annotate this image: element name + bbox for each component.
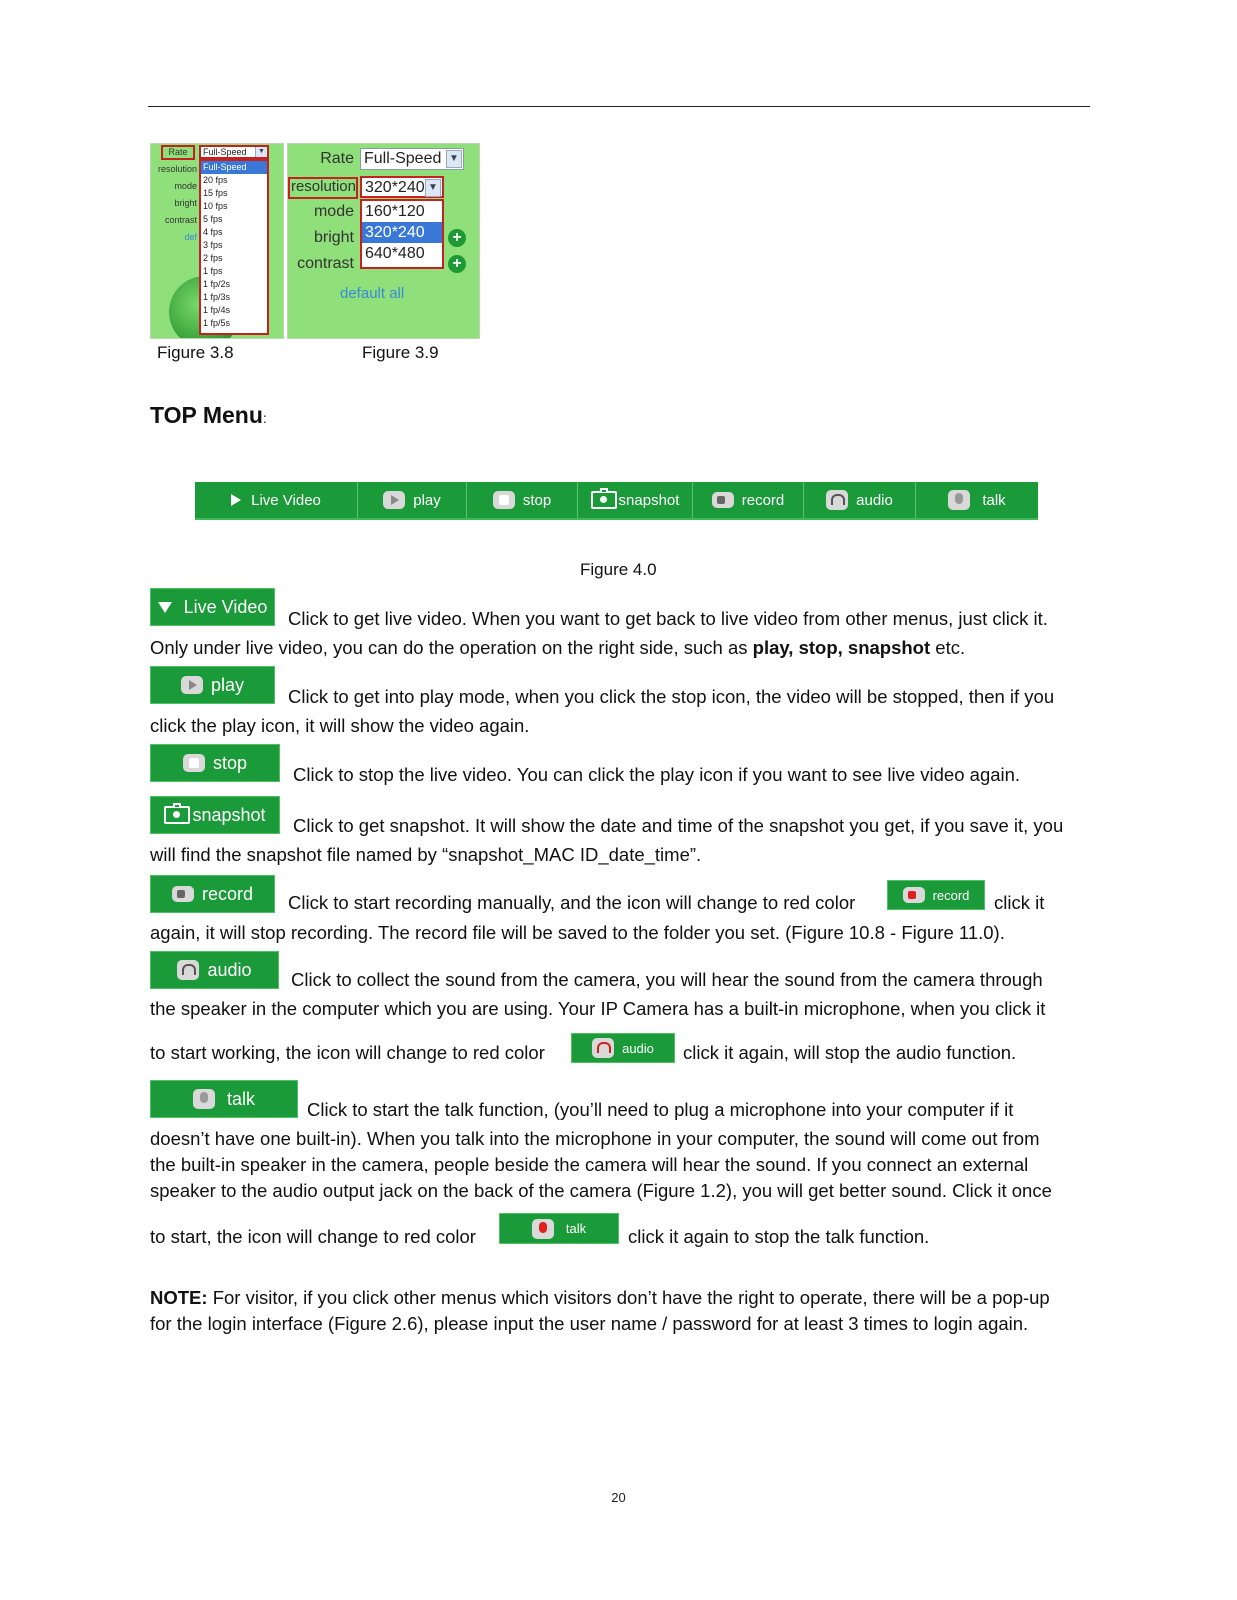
rate-option[interactable]: 3 fps [203,240,223,250]
rate-option[interactable]: 5 fps [203,214,223,224]
figure-3-8-image [150,143,284,339]
audio-text-line3-end: click it again, will stop the audio function. [683,1042,1017,1063]
button-label: record [932,887,970,903]
audio-text-line1: Click to collect the sound from the camera, you will hear the sound from the camera through [291,969,1043,990]
resolution-select-value: 320*240 [365,179,425,196]
play-text-line1: Click to get into play mode, when you click the stop icon, the video will be stopped, then if you [288,686,1055,707]
resolution-option[interactable]: 320*240 [362,222,442,243]
record-text-line2: again, it will stop recording. The record file will be saved to the folder you set. (Figure 10.8 - Figure 11.0). [150,922,1005,943]
play-icon [383,491,405,509]
rate-option[interactable]: Full-Speed [201,161,267,174]
increase-bright-icon[interactable]: + [448,229,466,247]
snapshot-text-line1: Click to get snapshot. It will show the date and time of the snapshot you get, if you save it, you [293,815,1064,836]
menu-label: record [741,491,785,509]
resolution-select[interactable] [360,176,444,198]
bright-label: bright [313,229,354,246]
live-text-line1: Click to get live video. When you want to get back to live video from other menus, just click it. [288,608,1048,629]
button-label: audio [622,1040,654,1056]
rate-option[interactable]: 1 fps [203,266,223,276]
talk-text-line5: to start, the icon will change to red color [150,1226,476,1247]
chevron-down-icon: ▼ [425,179,441,197]
menu-record[interactable] [693,482,804,518]
heading-title: TOP Menu [150,402,263,428]
stop-icon [493,491,515,509]
live-line2-start: Only under live video, you can do the operation on the right side, such as [150,637,753,658]
microphone-icon [193,1089,215,1109]
rate-option[interactable]: 10 fps [203,201,228,211]
resolution-label: resolution [157,164,197,174]
record-text-line1-end: click it [994,892,1045,913]
stop-button[interactable] [150,744,280,782]
page-number: 20 [611,1490,626,1505]
talk-button-active[interactable] [499,1213,619,1244]
menu-audio[interactable] [804,482,916,518]
contrast-label: contrast [164,215,197,225]
default-all-link[interactable]: default all [340,285,405,302]
headphone-icon [177,960,199,980]
play-button[interactable] [150,666,275,704]
chevron-down-icon: ▼ [446,150,462,168]
menu-label: talk [982,491,1006,509]
resolution-label: resolution [290,178,356,195]
top-menu-bar [195,482,1038,520]
rate-option[interactable]: 20 fps [203,175,228,185]
audio-text-line3: to start working, the icon will change to red color [150,1042,545,1063]
rate-option[interactable]: 1 fp/3s [203,292,231,302]
heading-colon: : [262,410,267,426]
button-label: record [201,883,254,904]
mode-label: mode [174,181,197,191]
microphone-icon [948,490,970,510]
audio-button-active[interactable] [571,1033,675,1063]
bright-label: bright [174,198,197,208]
rate-option[interactable]: 1 fp/4s [203,305,231,315]
talk-text-line2: doesn’t have one built-in). When you talk into the microphone in your computer, the sound will come out from [150,1128,1040,1149]
note-line1 [150,1285,1050,1310]
record-text-line1: Click to start recording manually, and the icon will change to red color [288,892,856,913]
rate-select[interactable] [199,145,269,159]
settings-labels [151,161,201,246]
rate-select-value: Full-Speed [364,150,442,167]
camera-icon [164,806,190,824]
record-button-active[interactable] [887,880,985,910]
default-label-fragment: def [184,232,197,242]
button-label: play [210,674,245,695]
microphone-red-icon [532,1219,554,1239]
rate-option[interactable]: 4 fps [203,227,223,237]
play-triangle-icon [231,494,241,506]
audio-button[interactable] [150,951,279,989]
figure-4-0-caption: Figure 4.0 [580,560,657,579]
note-line2: for the login interface (Figure 2.6), please input the user name / password for at least 3 times to login again. [150,1313,1029,1334]
record-red-icon [903,887,925,903]
live-text-line2 [150,635,965,660]
rate-select-value: Full-Speed [203,147,247,157]
record-icon [712,492,734,508]
figure-3-8-caption: Figure 3.8 [157,343,234,362]
section-heading [150,402,267,429]
rate-select[interactable] [360,148,464,170]
talk-text-line4: speaker to the audio output jack on the back of the camera (Figure 1.2), you will get better sound. Click it once [150,1180,1052,1201]
button-label: snapshot [192,804,266,825]
button-label: Live Video [183,596,268,617]
menu-label: play [413,491,441,509]
figure-3-9-caption: Figure 3.9 [362,343,439,362]
note-label: NOTE: [150,1287,208,1308]
header-rule [148,106,1090,107]
rate-options-list [199,159,269,335]
button-label: talk [226,1088,255,1109]
chevron-down-icon: ▼ [255,147,267,157]
triangle-down-icon [158,602,172,613]
talk-text-line1: Click to start the talk function, (you’ll need to plug a microphone into your computer if it [307,1099,1014,1120]
play-text-line2: click the play icon, it will show the video again. [150,715,530,736]
record-button[interactable] [150,875,275,913]
snapshot-button[interactable] [150,796,280,834]
menu-snapshot[interactable] [578,482,693,518]
headphone-red-icon [592,1038,614,1058]
camera-icon [591,491,617,509]
menu-talk[interactable] [916,482,1038,518]
talk-text-line3: the built-in speaker in the camera, people beside the camera will hear the sound. If you connect an external [150,1154,1029,1175]
play-icon [181,676,203,694]
resolution-option[interactable]: 640*480 [365,245,425,262]
record-icon [172,886,194,902]
talk-button[interactable] [150,1080,298,1118]
menu-label: Live Video [251,491,321,509]
rate-label: Rate [320,150,354,167]
menu-play[interactable] [358,482,467,518]
rate-option[interactable]: 15 fps [203,188,228,198]
talk-text-line5-end: click it again to stop the talk function. [628,1226,930,1247]
live-video-button[interactable] [150,588,275,626]
live-line2-bold: play, stop, snapshot [752,637,931,658]
button-label: talk [565,1221,587,1236]
menu-label: stop [522,491,552,509]
button-label: stop [212,752,248,773]
rate-option[interactable]: 1 fp/2s [203,279,231,289]
audio-text-line2: the speaker in the computer which you are using. Your IP Camera has a built-in microphone, when you click it [150,998,1046,1019]
contrast-label: contrast [297,255,354,272]
figure-3-9-image [287,143,480,339]
note-text: For visitor, if you click other menus which visitors don’t have the right to operate, there will be a pop-up [207,1287,1050,1308]
increase-contrast-icon[interactable]: + [448,255,466,273]
stop-icon [183,754,205,772]
button-label: audio [207,959,252,980]
menu-stop[interactable] [467,482,578,518]
live-line2-end: etc. [930,637,966,658]
snapshot-text-line2: will find the snapshot file named by “snapshot_MAC ID_date_time”. [150,844,702,865]
rate-option[interactable]: 1 fp/5s [203,318,231,328]
resolution-options-list [360,199,444,269]
rate-label-highlight: Rate [161,145,195,160]
headphone-icon [826,490,848,510]
resolution-option[interactable]: 160*120 [365,203,425,220]
menu-label: snapshot [618,491,680,509]
menu-live-video[interactable] [195,482,358,518]
rate-option[interactable]: 2 fps [203,253,223,263]
mode-label: mode [313,203,354,220]
stop-text-line1: Click to stop the live video. You can click the play icon if you want to see live video again. [293,764,1021,785]
menu-label: audio [856,491,893,509]
